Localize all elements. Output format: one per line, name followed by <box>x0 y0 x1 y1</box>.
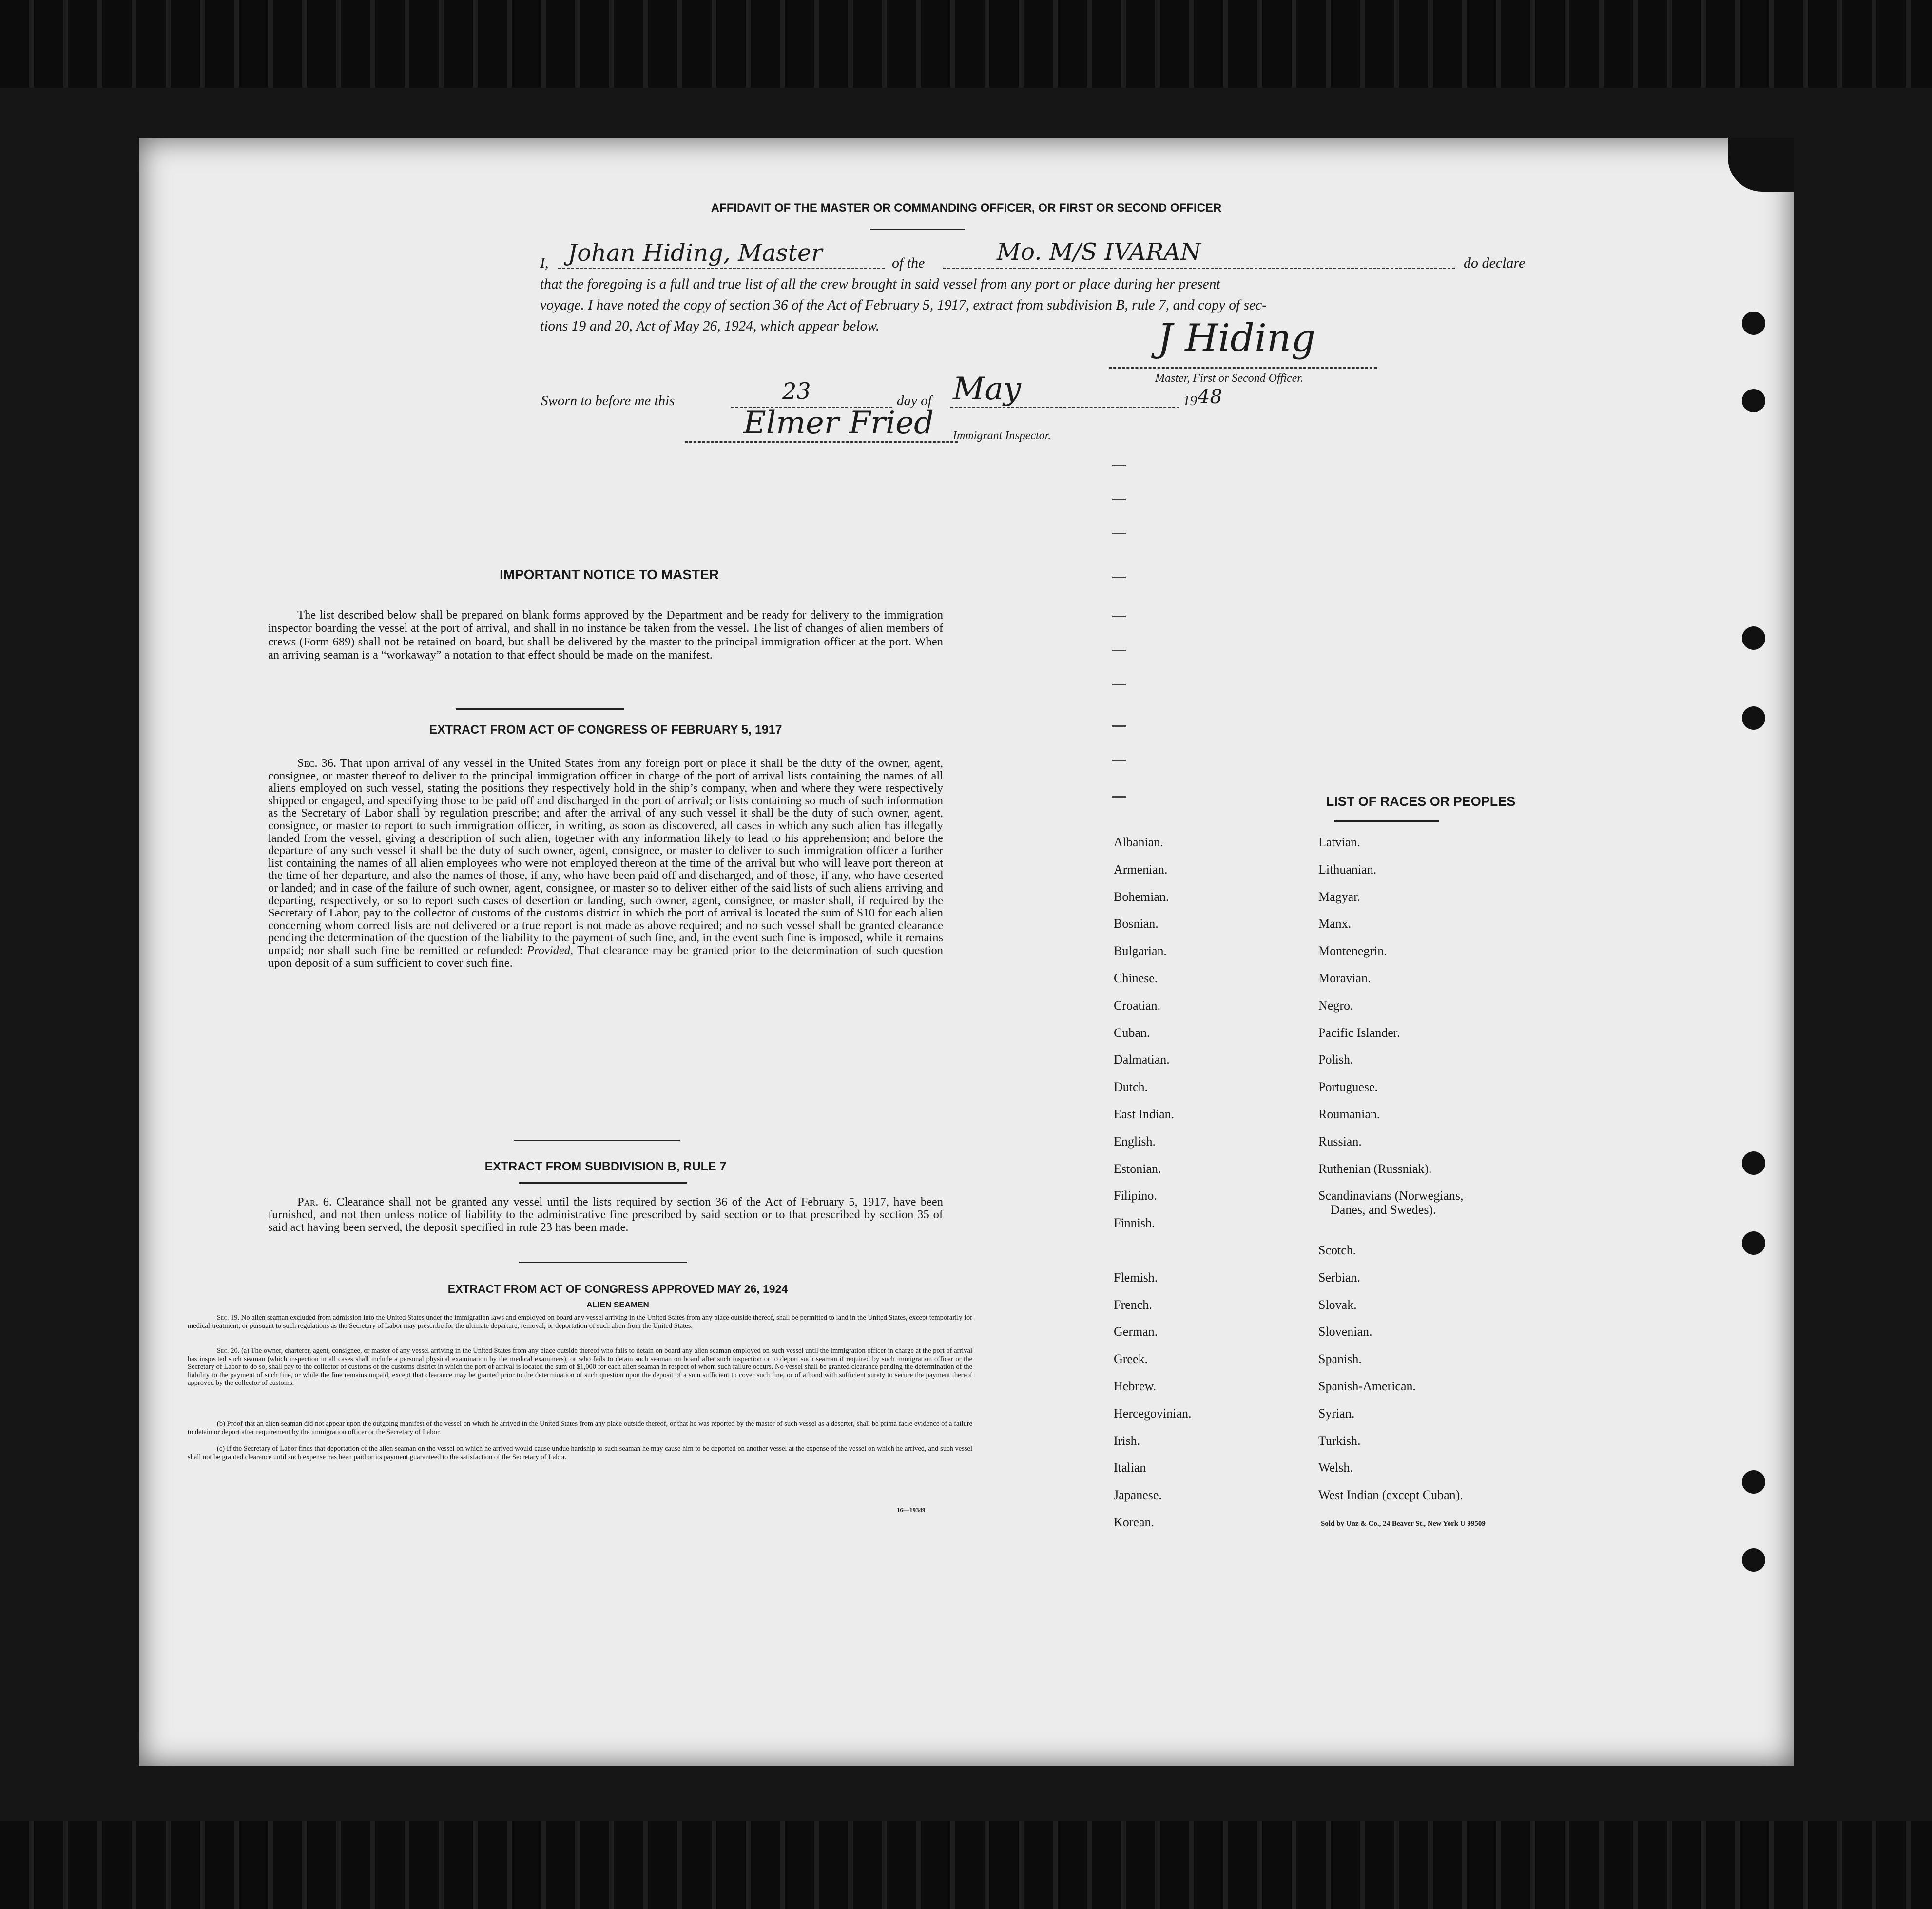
race-left-item: Cuban. <box>1114 1025 1150 1040</box>
race-left-item: Albanian. <box>1114 835 1163 849</box>
punch-hole <box>1742 1548 1765 1572</box>
race-left-item: Armenian. <box>1114 862 1168 877</box>
sworn-day: 23 <box>782 378 811 404</box>
sec-36-text: That upon arrival of any vessel in the United States from any foreign port or place it shall be the duty of the owner, agent, consignee, or master thereof to deliver to the principal immigration officer in charge of the port of arrival lists containing the names of all aliens employed on such vessel, stating the positions they respectively hold in the ship’s company, when and where they were respectively shipped or engaged, and specifying those to be paid off and discharged in the port of arrival; or lists containing so much of such information as the Secretary of Labor shall by regulation prescribe; and after the arrival of any such vessel it shall be the duty of such owner, agent, consignee, or master to report to such immigration officer, in writing, as soon as discovered, all cases in which any such alien has illegally landed from the vessel, giving a description of such alien, together with any information likely to lead to his apprehension; and before the departure of any such vessel it shall be the duty of such owner, agent, consignee, or master to deliver to such immigration officer a further list containing the names of all alien employees who were not employed thereon at the time of the arrival but who will leave port thereon at the time of her departure, and also the names of those, if any, who have been paid off and discharged, and of those, if any, who have deserted or landed; and in case of the failure of such owner, agent, consignee, or master so to deliver either of the said lists of such aliens arriving and departing, respectively, or so to report such cases of desertion or landing, such owner, agent, consignee, or master shall, if required by the Secretary of Labor, pay to the collector of customs of the customs district in which the port of arrival is located the sum of $10 for each alien concerning whom correct lists are not delivered or a true report is not made as above required; and no such vessel shall be granted clearance pending the determination of the question of the liability to the payment of such fine, and, in the event such fine is imposed, while it remains unpaid; nor shall such fine be remitted or refunded: <box>268 757 943 957</box>
race-right-item: Turkish. <box>1318 1433 1361 1448</box>
extract-1924-subtitle: ALIEN SEAMEN <box>586 1300 649 1309</box>
punch-hole <box>1742 1470 1765 1494</box>
master-signature: J Hiding <box>1158 316 1316 360</box>
race-right-item: Scotch. <box>1318 1243 1356 1257</box>
race-left-item: Chinese. <box>1114 971 1158 985</box>
tick-mark <box>1112 616 1126 617</box>
race-left-item: Bohemian. <box>1114 889 1169 904</box>
race-right-item: Syrian. <box>1318 1406 1355 1421</box>
race-right-item: Slovenian. <box>1318 1325 1372 1339</box>
extract-rule7-title: EXTRACT FROM SUBDIVISION B, RULE 7 <box>484 1160 727 1173</box>
sec-20a <box>188 1347 972 1387</box>
race-left-item: Croatian. <box>1114 998 1161 1013</box>
race-right-item: Welsh. <box>1318 1461 1353 1475</box>
sworn-prefix: Sworn to before me this <box>541 393 675 409</box>
vessel-line <box>943 268 1455 269</box>
race-left-item: Flemish. <box>1114 1270 1158 1285</box>
i-label: I, <box>540 255 549 271</box>
race-left-item: German. <box>1114 1325 1158 1339</box>
races-rule <box>1334 820 1439 822</box>
tick-mark <box>1112 577 1126 578</box>
sec-19-label: Sec. 19. <box>217 1314 240 1322</box>
affidavit-line-2: that the foregoing is a full and true list of all the crew brought in said vessel from any port or place during her present <box>540 276 1220 292</box>
race-left-item: East Indian. <box>1114 1107 1175 1121</box>
day-of-label: day of <box>897 393 932 409</box>
sec-36-label: Sec. 36. <box>297 757 337 770</box>
tick-mark <box>1112 684 1126 685</box>
form-number: 16—19349 <box>897 1506 926 1514</box>
sec-20b: (b) Proof that an alien seaman did not appear upon the outgoing manifest of the vessel on which he arrived in the United States from any place outside thereof, or that he was reported by the master of such vessel as a deserter, shall be prima facie evidence of a failure to detain or deport after requirement by the immigration officer or the Secretary of Labor. <box>188 1420 972 1436</box>
sec-19 <box>188 1314 972 1330</box>
race-left-item: Hebrew. <box>1114 1379 1157 1393</box>
document-sheet <box>139 138 1794 1766</box>
par-6-text: Clearance shall not be granted any vessel until the lists required by section 36 of the Act of February 5, 1917, have been furnished, and not then unless notice of liability to the administrative fine prescribed by said section or to that prescribed by section 35 of said act having been served, the deposit specified in rule 23 has been made. <box>268 1195 943 1234</box>
race-left-item: Estonian. <box>1114 1161 1161 1176</box>
race-left-item: Korean. <box>1114 1515 1155 1529</box>
race-right-item: Roumanian. <box>1318 1107 1380 1121</box>
signature-caption: Master, First or Second Officer. <box>1155 372 1303 385</box>
race-right-item: Russian. <box>1318 1134 1362 1149</box>
race-right-item: Ruthenian (Russniak). <box>1318 1161 1432 1176</box>
tick-mark <box>1112 796 1126 798</box>
film-edge-top <box>0 0 1932 88</box>
affidavit-title: AFFIDAVIT OF THE MASTER OR COMMANDING OFFICER, OR FIRST OR SECOND OFFICER <box>711 201 1222 214</box>
race-left-item: Bosnian. <box>1114 916 1159 931</box>
race-right-item: Pacific Islander. <box>1318 1025 1400 1040</box>
race-right-item: Serbian. <box>1318 1270 1360 1285</box>
race-left-item: Greek. <box>1114 1352 1148 1366</box>
punch-hole <box>1742 706 1765 730</box>
extract-rule7-body <box>268 1196 943 1234</box>
signature-line <box>1109 367 1377 369</box>
par-6-label: Par. 6. <box>297 1195 332 1208</box>
punch-hole <box>1742 1151 1765 1175</box>
inspector-line <box>685 441 958 443</box>
races-title: LIST OF RACES OR PEOPLES <box>1326 794 1516 809</box>
race-right-item: Spanish-American. <box>1318 1379 1416 1393</box>
punch-hole <box>1742 1231 1765 1255</box>
inspector-caption: Immigrant Inspector. <box>953 429 1051 442</box>
title-rule <box>870 229 965 230</box>
race-right-item: Polish. <box>1318 1052 1353 1067</box>
section-rule <box>456 708 624 710</box>
race-right-item: Montenegrin. <box>1318 944 1387 958</box>
race-right-item: Portuguese. <box>1318 1080 1378 1094</box>
of-the-label: of the <box>892 255 925 271</box>
sworn-month: May <box>953 371 1021 407</box>
tick-mark <box>1112 650 1126 651</box>
tick-mark <box>1112 499 1126 500</box>
do-declare-label: do declare <box>1464 255 1526 271</box>
race-left-item: Finnish. <box>1114 1216 1155 1230</box>
proviso-text: That clearance may be granted prior to the determination of such question upon deposit of a sum sufficient to cover such fine. <box>268 943 943 970</box>
sec-20c: (c) If the Secretary of Labor finds that deportation of the alien seaman on the vessel on which he arrived would cause undue hardship to such seaman he may cause him to be deported on another vessel at the expense of the vessel on which he arrived, and such vessel shall not be granted clearance until such expense has been paid or its payment guaranteed to the satisfaction of the Secretary of Labor. <box>188 1445 972 1461</box>
extract-1917-body <box>268 757 943 969</box>
printer-imprint: Sold by Unz & Co., 24 Beaver St., New York U 99509 <box>1321 1520 1486 1528</box>
section-rule <box>519 1182 687 1184</box>
notice-body: The list described below shall be prepared on blank forms approved by the Department and be ready for delivery to the immigration inspector boarding the vessel at the port of arrival, and shall in no instance be taken from the vessel. The list of changes of alien members of crews (Form 689) shall not be retained on board, but shall be delivered by the master to the principal immigration officer at the port. When an arriving seaman is a “workaway” a notation to that effect should be made on the manifest. <box>268 608 943 662</box>
section-rule <box>519 1262 687 1263</box>
tick-mark <box>1112 760 1126 761</box>
affidavit-line-4: tions 19 and 20, Act of May 26, 1924, which appear below. <box>540 318 880 334</box>
proviso-label: Provided, <box>527 943 574 957</box>
year-prefix: 19 <box>1183 393 1197 409</box>
race-right-item: Scandinavians (Norwegians, <box>1318 1188 1464 1203</box>
inspector-signature: Elmer Fried <box>743 405 934 441</box>
race-right-item: Magyar. <box>1318 889 1360 904</box>
torn-corner <box>1728 138 1794 192</box>
race-right-item: Negro. <box>1318 998 1353 1013</box>
sec-20-label: Sec. 20. <box>217 1347 240 1355</box>
race-right-item: Spanish. <box>1318 1352 1362 1366</box>
tick-mark <box>1112 465 1126 466</box>
affidavit-line-3: voyage. I have noted the copy of section 36 of the Act of February 5, 1917, extract from subdivision B, rule 7, and copy of sec- <box>540 297 1267 313</box>
declarant-handwriting: Johan Hiding, Master <box>568 239 823 267</box>
punch-hole <box>1742 312 1765 335</box>
sec-19-text: No alien seaman excluded from admission into the United States under the immigration laws and employed on board any vessel arriving in the United States from any place outside thereof, shall be permitted to land in the United States, except temporarily for medical treatment, or pursuant to such regulations as the Secretary of Labor may prescribe for the ultimate departure, removal, or deportation of such alien from the United States. <box>188 1314 973 1330</box>
race-left-item: Dutch. <box>1114 1080 1148 1094</box>
punch-hole <box>1742 389 1765 412</box>
race-left-item: Japanese. <box>1114 1488 1162 1502</box>
race-right-item: Latvian. <box>1318 835 1360 849</box>
race-left-item: Italian <box>1114 1461 1146 1475</box>
notice-title: IMPORTANT NOTICE TO MASTER <box>499 567 719 582</box>
race-right-item: West Indian (except Cuban). <box>1318 1488 1463 1502</box>
race-right-item: Slovak. <box>1318 1297 1357 1312</box>
year-suffix: 48 <box>1198 386 1222 408</box>
race-right-item: Lithuanian. <box>1318 862 1377 877</box>
race-left-item: Dalmatian. <box>1114 1052 1170 1067</box>
race-right-item: Moravian. <box>1318 971 1371 985</box>
punch-hole <box>1742 626 1765 650</box>
tick-mark <box>1112 725 1126 727</box>
race-right-item: Danes, and Swedes). <box>1331 1203 1436 1217</box>
race-left-item: Hercegovinian. <box>1114 1406 1192 1421</box>
section-rule <box>514 1140 680 1141</box>
tick-mark <box>1112 533 1126 534</box>
vessel-handwriting: Mo. M/S IVARAN <box>997 238 1201 266</box>
race-left-item: Irish. <box>1114 1433 1140 1448</box>
race-left-item: Filipino. <box>1114 1188 1157 1203</box>
sec-20a-text: (a) The owner, charterer, agent, consignee, or master of any vessel arriving in the United States from any place outside thereof who fails to detain on board any alien seaman employed on such vessel until the immigration officer in charge at the port of arrival has inspected such seaman (which inspection in all cases shall include a personal physical examination by the medical examiners), or who fails to detain such seaman on board after such inspection or to deport such seaman if required by such immigration officer or the Secretary of Labor to do so, shall pay to the collector of customs of the customs district in which the port of arrival is located the sum of $1,000 for each alien seaman in respect of whom such failure occurs. No vessel shall be granted clearance pending the determination of the liability to the payment of such fine, or while the fine remains unpaid, except that clearance may be granted prior to the determination of such question upon the deposit of a sum sufficient to cover such fine, or of a bond with sufficient surety to secure the payment thereof approved by the collector of customs. <box>188 1347 973 1387</box>
race-left-item: Bulgarian. <box>1114 944 1167 958</box>
extract-1917-title: EXTRACT FROM ACT OF CONGRESS OF FEBRUARY 5, 1917 <box>429 723 782 737</box>
declarant-line <box>558 268 885 269</box>
extract-1924-title: EXTRACT FROM ACT OF CONGRESS APPROVED MAY 26, 1924 <box>447 1283 788 1295</box>
race-left-item: French. <box>1114 1297 1152 1312</box>
race-left-item: English. <box>1114 1134 1156 1149</box>
race-right-item: Manx. <box>1318 916 1352 931</box>
film-edge-bottom <box>0 1821 1932 1909</box>
